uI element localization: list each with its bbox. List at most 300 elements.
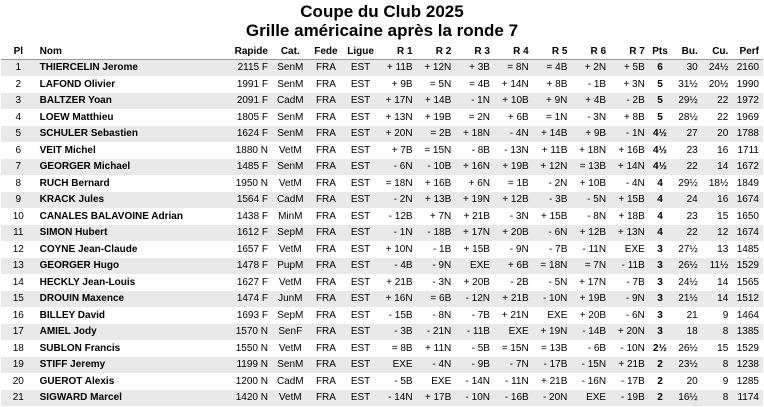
cell-pl: 16 (1, 307, 36, 324)
cell-nom: LAFOND Olivier (36, 76, 215, 93)
cell-rapide: 1950 N (215, 175, 272, 192)
cell-fede: FRA (309, 93, 344, 110)
cell-bu: 30 (671, 60, 702, 77)
cell-fede: FRA (309, 373, 344, 390)
cell-r6: + 20B (571, 307, 610, 324)
cell-bu: 27½ (671, 241, 702, 258)
cell-r7: + 21B (610, 357, 649, 374)
cell-r5: - 6N (533, 225, 572, 242)
cell-cu: 20½ (702, 76, 733, 93)
cell-rapide: 1438 F (215, 208, 272, 225)
cell-r3: - 8B (455, 142, 494, 159)
cell-r5: EXE (533, 307, 572, 324)
cell-cat: CadM (272, 192, 309, 209)
cell-r5: + 8B (533, 76, 572, 93)
cell-pl: 6 (1, 142, 36, 159)
cell-rapide: 1564 F (215, 192, 272, 209)
table-row (1, 192, 763, 209)
cell-bu: 27 (671, 126, 702, 143)
cell-rapide: 1693 F (215, 307, 272, 324)
cell-cu: 24½ (702, 60, 733, 77)
table-row (1, 241, 763, 258)
cell-r6: - 14B (571, 324, 610, 341)
cell-r1: - 14N (378, 390, 417, 407)
cell-r5: = 18N (533, 258, 572, 275)
cell-ligue: EST (343, 291, 378, 308)
cell-r1: + 21B (378, 274, 417, 291)
cell-r7: + 8B (610, 109, 649, 126)
cell-r2: - 18B (417, 225, 456, 242)
cell-r7: + 13N (610, 225, 649, 242)
cell-cu: 8 (702, 357, 733, 374)
cell-nom: KRACK Jules (36, 192, 215, 209)
cell-r4: + 6B (494, 109, 533, 126)
cell-r7: - 10N (610, 340, 649, 357)
cell-r1: + 10N (378, 241, 417, 258)
cell-r7: EXE (610, 241, 649, 258)
cell-cu: 14 (702, 274, 733, 291)
cell-r3: + 19N (455, 192, 494, 209)
table-row (1, 291, 763, 308)
cell-fede: FRA (309, 126, 344, 143)
cell-r6: = 13B (571, 159, 610, 176)
cell-r3: - 5B (455, 340, 494, 357)
cell-rapide: 1550 N (215, 340, 272, 357)
cell-r6: - 11N (571, 241, 610, 258)
cell-r7: + 20N (610, 324, 649, 341)
cell-cu: 18½ (702, 175, 733, 192)
col-header-r4: R 4 (494, 44, 533, 60)
cell-bu: 16½ (671, 390, 702, 407)
cell-r2: - 1B (417, 241, 456, 258)
cell-r1: + 9B (378, 76, 417, 93)
cell-r7: + 3N (610, 76, 649, 93)
cell-fede: FRA (309, 340, 344, 357)
cell-r6: - 15N (571, 357, 610, 374)
cell-cat: CadM (272, 373, 309, 390)
cell-cu: 13 (702, 241, 733, 258)
cell-r1: + 17N (378, 93, 417, 110)
cell-cu: 8 (702, 324, 733, 341)
cell-cat: VetM (272, 390, 309, 407)
col-header-cat: Cat. (272, 44, 309, 60)
cell-r2: EXE (417, 373, 456, 390)
cell-cat: SepM (272, 225, 309, 242)
cell-pts: 3 (649, 258, 671, 275)
cell-nom: RUCH Bernard (36, 175, 215, 192)
cell-r6: + 4B (571, 93, 610, 110)
cell-r1: - 6N (378, 159, 417, 176)
cell-rapide: 1199 N (215, 357, 272, 374)
cell-bu: 22 (671, 225, 702, 242)
cell-r3: - 1N (455, 93, 494, 110)
cell-ligue: EST (343, 175, 378, 192)
cell-r4: + 6B (494, 258, 533, 275)
cell-rapide: 1478 F (215, 258, 272, 275)
cell-r1: + 20N (378, 126, 417, 143)
cell-rapide: 1805 F (215, 109, 272, 126)
cell-r1: + 7B (378, 142, 417, 159)
cell-pl: 14 (1, 274, 36, 291)
cell-r7: - 1N (610, 126, 649, 143)
cell-pl: 5 (1, 126, 36, 143)
cell-r1: EXE (378, 357, 417, 374)
table-row (1, 76, 763, 93)
cell-r4: + 12B (494, 192, 533, 209)
cell-fede: FRA (309, 60, 344, 77)
cell-r1: - 1N (378, 225, 417, 242)
cell-pl: 2 (1, 76, 36, 93)
table-row (1, 340, 763, 357)
cell-ligue: EST (343, 307, 378, 324)
cell-bu: 28½ (671, 109, 702, 126)
cell-r5: + 15B (533, 208, 572, 225)
cell-nom: SCHULER Sebastien (36, 126, 215, 143)
cell-bu: 31½ (671, 76, 702, 93)
cell-perf: 1788 (732, 126, 763, 143)
cell-r7: - 17B (610, 373, 649, 390)
cell-nom: SIGWARD Marcel (36, 390, 215, 407)
table-row (1, 324, 763, 341)
cell-bu: 26½ (671, 340, 702, 357)
cell-bu: 23 (671, 142, 702, 159)
cell-r3: + 21B (455, 208, 494, 225)
cell-cu: 9 (702, 373, 733, 390)
cell-pl: 7 (1, 159, 36, 176)
col-header-pts: Pts (649, 44, 671, 60)
cell-r6: EXE (571, 390, 610, 407)
page-title: Coupe du Club 2025 (300, 2, 464, 21)
cell-nom: GEORGER Michael (36, 159, 215, 176)
cell-pts: 6 (649, 60, 671, 77)
cell-pts: 5 (649, 93, 671, 110)
cell-cat: SenM (272, 357, 309, 374)
cell-r5: + 11B (533, 142, 572, 159)
cell-bu: 18 (671, 324, 702, 341)
cell-r4: - 11N (494, 373, 533, 390)
cell-pts: 3 (649, 324, 671, 341)
cell-r6: + 12B (571, 225, 610, 242)
cell-cat: VetM (272, 142, 309, 159)
cell-r5: + 14B (533, 126, 572, 143)
cell-cat: SenM (272, 126, 309, 143)
cell-r6: + 18N (571, 142, 610, 159)
cell-r7: + 15B (610, 192, 649, 209)
cell-r4: = 8N (494, 60, 533, 77)
cell-r5: + 9N (533, 93, 572, 110)
cell-cat: JunM (272, 291, 309, 308)
cell-cat: SenM (272, 159, 309, 176)
cell-r4: = 1B (494, 175, 533, 192)
cell-r2: - 4N (417, 357, 456, 374)
table-row (1, 126, 763, 143)
cell-fede: FRA (309, 76, 344, 93)
cell-pl: 17 (1, 324, 36, 341)
col-header-ligue: Ligue (343, 44, 378, 60)
cell-r7: - 11B (610, 258, 649, 275)
cell-r5: = 4B (533, 60, 572, 77)
cell-pts: 3 (649, 241, 671, 258)
cell-rapide: 1657 F (215, 241, 272, 258)
cell-ligue: EST (343, 274, 378, 291)
cell-r6: + 10B (571, 175, 610, 192)
cell-nom: BILLEY David (36, 307, 215, 324)
col-header-r6: R 6 (571, 44, 610, 60)
cell-r5: - 7B (533, 241, 572, 258)
cell-r2: = 2B (417, 126, 456, 143)
cell-r1: - 3B (378, 324, 417, 341)
cell-r2: - 9N (417, 258, 456, 275)
cell-nom: THIERCELIN Jerome (36, 60, 215, 77)
page-subtitle: Grille américaine après la ronde 7 (245, 21, 519, 40)
cell-nom: GEORGER Hugo (36, 258, 215, 275)
cell-r1: - 2N (378, 192, 417, 209)
cell-rapide: 1485 F (215, 159, 272, 176)
col-header-perf: Perf (732, 44, 763, 60)
cell-r4: - 16B (494, 390, 533, 407)
cell-perf: 1711 (732, 142, 763, 159)
table-row (1, 93, 763, 110)
cell-r4: + 21N (494, 307, 533, 324)
cell-pts: 5 (649, 109, 671, 126)
cell-r6: + 2N (571, 60, 610, 77)
cell-r3: - 11B (455, 324, 494, 341)
cell-r3: = 4B (455, 76, 494, 93)
cell-cat: SepM (272, 307, 309, 324)
cell-r4: - 7N (494, 357, 533, 374)
cell-r3: - 10N (455, 390, 494, 407)
cell-bu: 24½ (671, 274, 702, 291)
cell-pts: 3 (649, 291, 671, 308)
col-header-bu: Bu. (671, 44, 702, 60)
cell-cat: SenM (272, 109, 309, 126)
cell-cat: VetM (272, 340, 309, 357)
cell-ligue: EST (343, 159, 378, 176)
cell-r3: + 16N (455, 159, 494, 176)
col-header-r7: R 7 (610, 44, 649, 60)
cell-r6: - 8N (571, 208, 610, 225)
table-row (1, 175, 763, 192)
cell-perf: 1464 (732, 307, 763, 324)
cell-r4: + 10B (494, 93, 533, 110)
cell-bu: 26½ (671, 258, 702, 275)
cell-r3: + 20B (455, 274, 494, 291)
cell-r4: = 15N (494, 340, 533, 357)
table-row (1, 274, 763, 291)
cell-pl: 3 (1, 93, 36, 110)
col-header-nom: Nom (36, 44, 215, 60)
cell-r2: - 21N (417, 324, 456, 341)
cell-fede: FRA (309, 258, 344, 275)
cell-ligue: EST (343, 340, 378, 357)
cell-ligue: EST (343, 192, 378, 209)
cell-r7: + 5B (610, 60, 649, 77)
table-row (1, 109, 763, 126)
cell-r3: - 9B (455, 357, 494, 374)
table-row (1, 390, 763, 407)
cell-ligue: EST (343, 126, 378, 143)
cell-bu: 29½ (671, 175, 702, 192)
cell-perf: 1238 (732, 357, 763, 374)
cell-pts: 4 (649, 208, 671, 225)
cell-r3: + 6N (455, 175, 494, 192)
cell-cu: 8 (702, 390, 733, 407)
cell-r5: = 1N (533, 109, 572, 126)
cell-r4: + 21B (494, 291, 533, 308)
standings-body (1, 60, 763, 407)
cell-cu: 16 (702, 192, 733, 209)
col-header-rapide: Rapide (215, 44, 272, 60)
cell-fede: FRA (309, 307, 344, 324)
cell-perf: 1529 (732, 340, 763, 357)
cell-r4: - 9N (494, 241, 533, 258)
cell-r6: + 19B (571, 291, 610, 308)
cell-r2: - 10B (417, 159, 456, 176)
cell-fede: FRA (309, 109, 344, 126)
col-header-r2: R 2 (417, 44, 456, 60)
cell-cu: 12 (702, 225, 733, 242)
cell-ligue: EST (343, 109, 378, 126)
cell-perf: 1674 (732, 225, 763, 242)
cell-r2: + 19B (417, 109, 456, 126)
cell-cat: MinM (272, 208, 309, 225)
cell-pl: 12 (1, 241, 36, 258)
cell-cu: 22 (702, 109, 733, 126)
cell-perf: 2160 (732, 60, 763, 77)
cell-r4: EXE (494, 324, 533, 341)
cell-ligue: EST (343, 225, 378, 242)
cell-pts: 3 (649, 274, 671, 291)
cell-r2: - 8N (417, 307, 456, 324)
cell-pl: 8 (1, 175, 36, 192)
cell-nom: DROUIN Maxence (36, 291, 215, 308)
cell-r3: + 15B (455, 241, 494, 258)
cell-fede: FRA (309, 241, 344, 258)
cell-rapide: 1880 N (215, 142, 272, 159)
cell-rapide: 1627 F (215, 274, 272, 291)
table-row (1, 225, 763, 242)
cell-perf: 1674 (732, 192, 763, 209)
cell-pts: 2½ (649, 340, 671, 357)
cell-nom: AMIEL Jody (36, 324, 215, 341)
cell-cat: SenM (272, 60, 309, 77)
cell-rapide: 1474 F (215, 291, 272, 308)
cell-cat: VetM (272, 241, 309, 258)
cell-r6: - 3N (571, 109, 610, 126)
cell-bu: 23 (671, 208, 702, 225)
cell-r5: + 12N (533, 159, 572, 176)
cell-r6: - 16N (571, 373, 610, 390)
cell-r3: - 14N (455, 373, 494, 390)
cell-perf: 1485 (732, 241, 763, 258)
cell-rapide: 1991 F (215, 76, 272, 93)
cell-fede: FRA (309, 159, 344, 176)
cell-r4: + 14N (494, 76, 533, 93)
cell-r1: + 13N (378, 109, 417, 126)
cell-r4: - 3N (494, 208, 533, 225)
table-row (1, 159, 763, 176)
col-header-r3: R 3 (455, 44, 494, 60)
cell-pl: 13 (1, 258, 36, 275)
cell-pl: 11 (1, 225, 36, 242)
cell-cat: SenM (272, 76, 309, 93)
cell-pts: 4½ (649, 159, 671, 176)
cell-r7: - 19B (610, 390, 649, 407)
cell-r7: - 7B (610, 274, 649, 291)
cell-pts: 4½ (649, 126, 671, 143)
cell-ligue: EST (343, 60, 378, 77)
cell-pl: 1 (1, 60, 36, 77)
cell-perf: 1285 (732, 373, 763, 390)
cell-r5: + 21B (533, 373, 572, 390)
cell-cat: CadM (272, 93, 309, 110)
cell-ligue: EST (343, 324, 378, 341)
cell-r2: + 14B (417, 93, 456, 110)
cell-ligue: EST (343, 208, 378, 225)
table-row (1, 357, 763, 374)
cell-r1: = 18N (378, 175, 417, 192)
cell-nom: LOEW Matthieu (36, 109, 215, 126)
cell-fede: FRA (309, 192, 344, 209)
cell-r3: - 7B (455, 307, 494, 324)
cell-r2: + 17B (417, 390, 456, 407)
cell-cat: PupM (272, 258, 309, 275)
col-header-cu: Cu. (702, 44, 733, 60)
cell-pts: 5 (649, 76, 671, 93)
cell-nom: SUBLON Francis (36, 340, 215, 357)
table-row (1, 373, 763, 390)
cell-rapide: 1420 N (215, 390, 272, 407)
cell-r2: + 16B (417, 175, 456, 192)
cell-cu: 15 (702, 208, 733, 225)
cell-nom: HECKLY Jean-Louis (36, 274, 215, 291)
cell-bu: 23½ (671, 357, 702, 374)
cell-r5: - 17B (533, 357, 572, 374)
cell-cu: 14 (702, 291, 733, 308)
cell-r3: - 12N (455, 291, 494, 308)
cell-rapide: 1200 N (215, 373, 272, 390)
cell-perf: 1650 (732, 208, 763, 225)
cell-r6: - 5N (571, 192, 610, 209)
col-header-fede: Fede (309, 44, 344, 60)
cell-pl: 10 (1, 208, 36, 225)
cell-cu: 14 (702, 159, 733, 176)
cell-pts: 2 (649, 390, 671, 407)
cell-bu: 29½ (671, 93, 702, 110)
cell-r2: + 13B (417, 192, 456, 209)
cell-r7: + 14N (610, 159, 649, 176)
cell-perf: 1174 (732, 390, 763, 407)
cell-cat: SenF (272, 324, 309, 341)
cell-nom: GUEROT Alexis (36, 373, 215, 390)
cell-r7: - 6N (610, 307, 649, 324)
cell-r1: = 8B (378, 340, 417, 357)
cell-pl: 9 (1, 192, 36, 209)
cell-pts: 2 (649, 357, 671, 374)
cell-ligue: EST (343, 93, 378, 110)
cell-perf: 1990 (732, 76, 763, 93)
cell-bu: 20 (671, 373, 702, 390)
cell-nom: COYNE Jean-Claude (36, 241, 215, 258)
cell-ligue: EST (343, 373, 378, 390)
cell-nom: VEIT Michel (36, 142, 215, 159)
cell-fede: FRA (309, 390, 344, 407)
cell-pts: 4 (649, 175, 671, 192)
cell-perf: 1529 (732, 258, 763, 275)
cell-pts: 2 (649, 373, 671, 390)
cell-nom: CANALES BALAVOINE Adrian (36, 208, 215, 225)
cell-r6: + 9B (571, 126, 610, 143)
